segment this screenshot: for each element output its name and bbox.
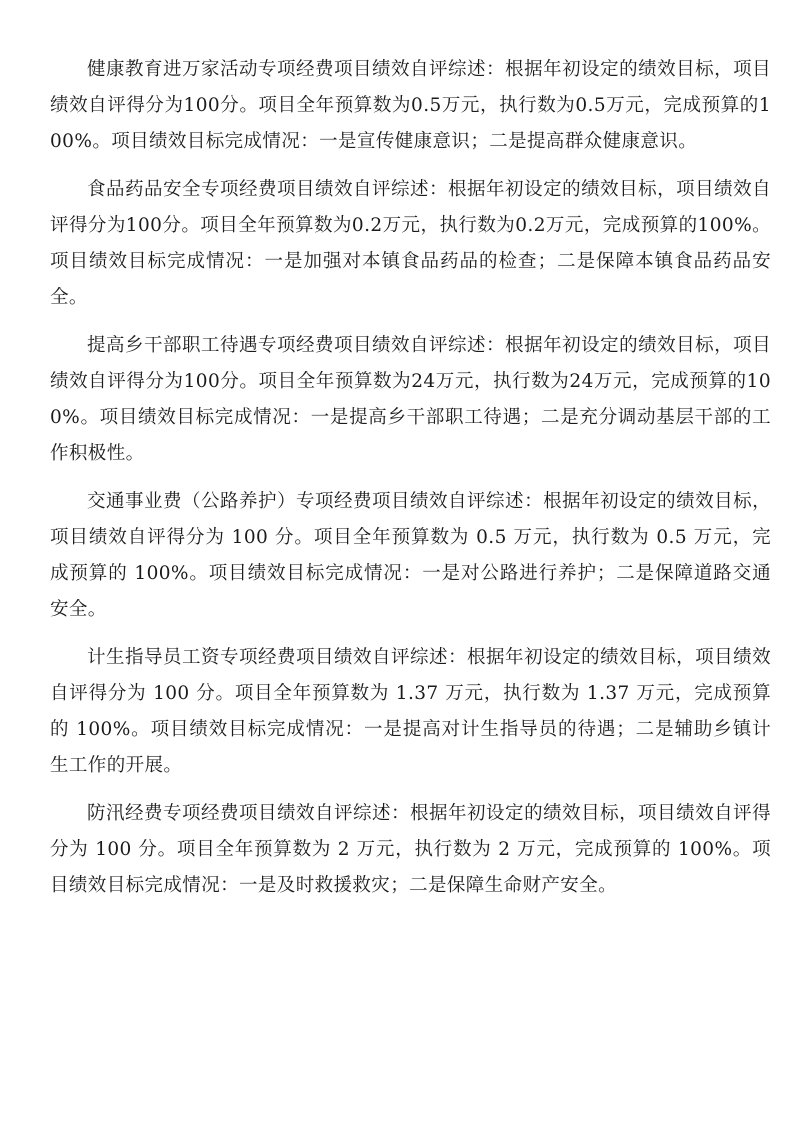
paragraph-family-planning-salary: 计生指导员工资专项经费项目绩效自评综述：根据年初设定的绩效目标，项目绩效自评得分为 100 分。项目全年预算数为 1.37 万元，执行数为 1.37 万元，完成预算的 100%。项目绩效目标完成情况：一是提高对计生指导员的待遇；二是辅助乡镇计生工作的开展。 bbox=[50, 647, 771, 776]
paragraph-road-maintenance: 交通事业费（公路养护）专项经费项目绩效自评综述：根据年初设定的绩效目标，项目绩效自评得分为 100 分。项目全年预算数为 0.5 万元，执行数为 0.5 万元，完成预算的 100%。项目绩效目标完成情况：一是对公路进行养护；二是保障道路交通安全。 bbox=[50, 491, 771, 620]
paragraph-health-education: 健康教育进万家活动专项经费项目绩效自评综述：根据年初设定的绩效目标，项目绩效自评得分为100分。项目全年预算数为0.5万元，执行数为0.5万元，完成预算的100%。项目绩效目标完成情况：一是宣传健康意识；二是提高群众健康意识。 bbox=[50, 59, 771, 152]
document-body bbox=[50, 52, 771, 904]
paragraph-flood-control: 防汛经费专项经费项目绩效自评综述：根据年初设定的绩效目标，项目绩效自评得分为 100 分。项目全年预算数为 2 万元，执行数为 2 万元，完成预算的 100%。项目绩效目标完成情况：一是及时救援救灾；二是保障生命财产安全。 bbox=[50, 803, 771, 896]
paragraph-food-drug-safety: 食品药品安全专项经费项目绩效自评综述：根据年初设定的绩效目标，项目绩效自评得分为100分。项目全年预算数为0.2万元，执行数为0.2万元，完成预算的100%。项目绩效目标完成情况：一是加强对本镇食品药品的检查；二是保障本镇食品药品安全。 bbox=[50, 179, 771, 308]
paragraph-cadre-treatment: 提高乡干部职工待遇专项经费项目绩效自评综述：根据年初设定的绩效目标，项目绩效自评得分为100分。项目全年预算数为24万元，执行数为24万元，完成预算的100%。项目绩效目标完成情况：一是提高乡干部职工待遇；二是充分调动基层干部的工作积极性。 bbox=[50, 335, 771, 464]
